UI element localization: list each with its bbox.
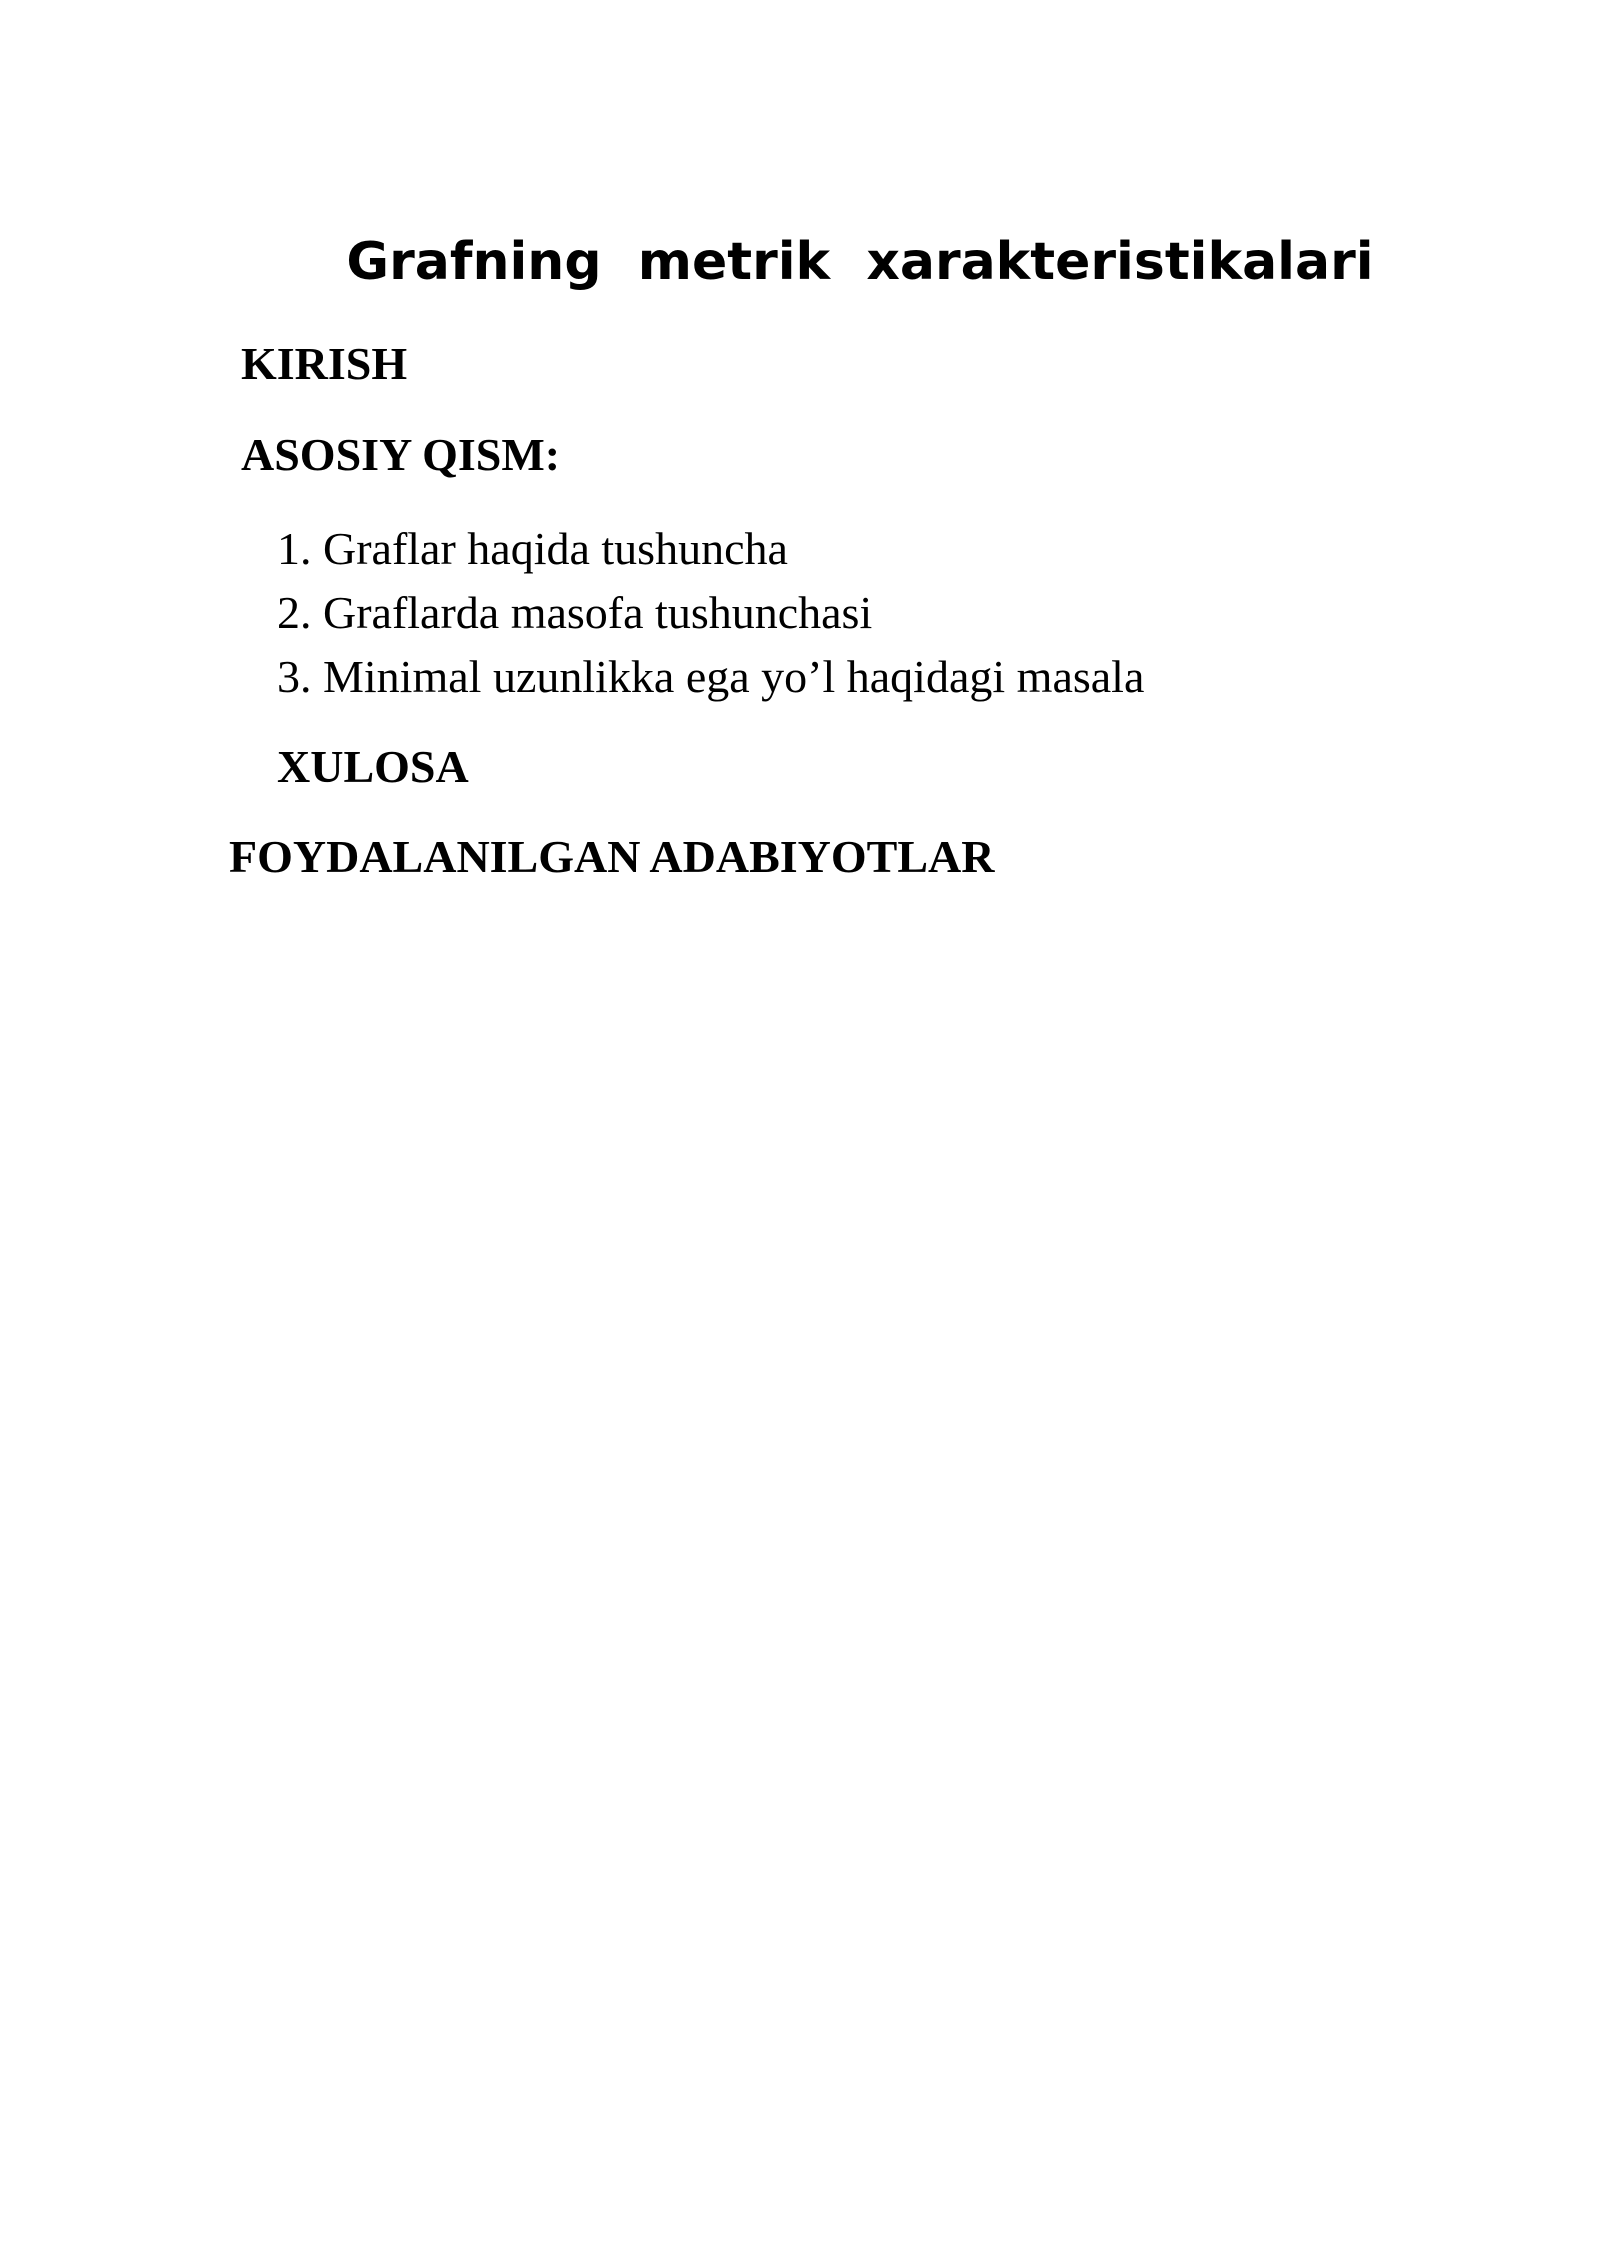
section-heading-kirish: KIRISH — [241, 338, 408, 389]
list-item: 1. Graflar haqida tushuncha — [277, 523, 788, 574]
list-item: 2. Graflarda masofa tushunchasi — [277, 587, 873, 638]
document-title: Grafning metrik xarakteristikalari — [346, 232, 1374, 292]
list-item: 3. Minimal uzunlikka ega yo’l haqidagi masala — [277, 651, 1145, 702]
section-heading-references: FOYDALANILGAN ADABIYOTLAR — [229, 831, 995, 882]
section-heading-asosiy-qism: ASOSIY QISM: — [241, 429, 561, 480]
main-part-list — [277, 517, 1144, 709]
section-heading-xulosa: XULOSA — [277, 741, 469, 792]
